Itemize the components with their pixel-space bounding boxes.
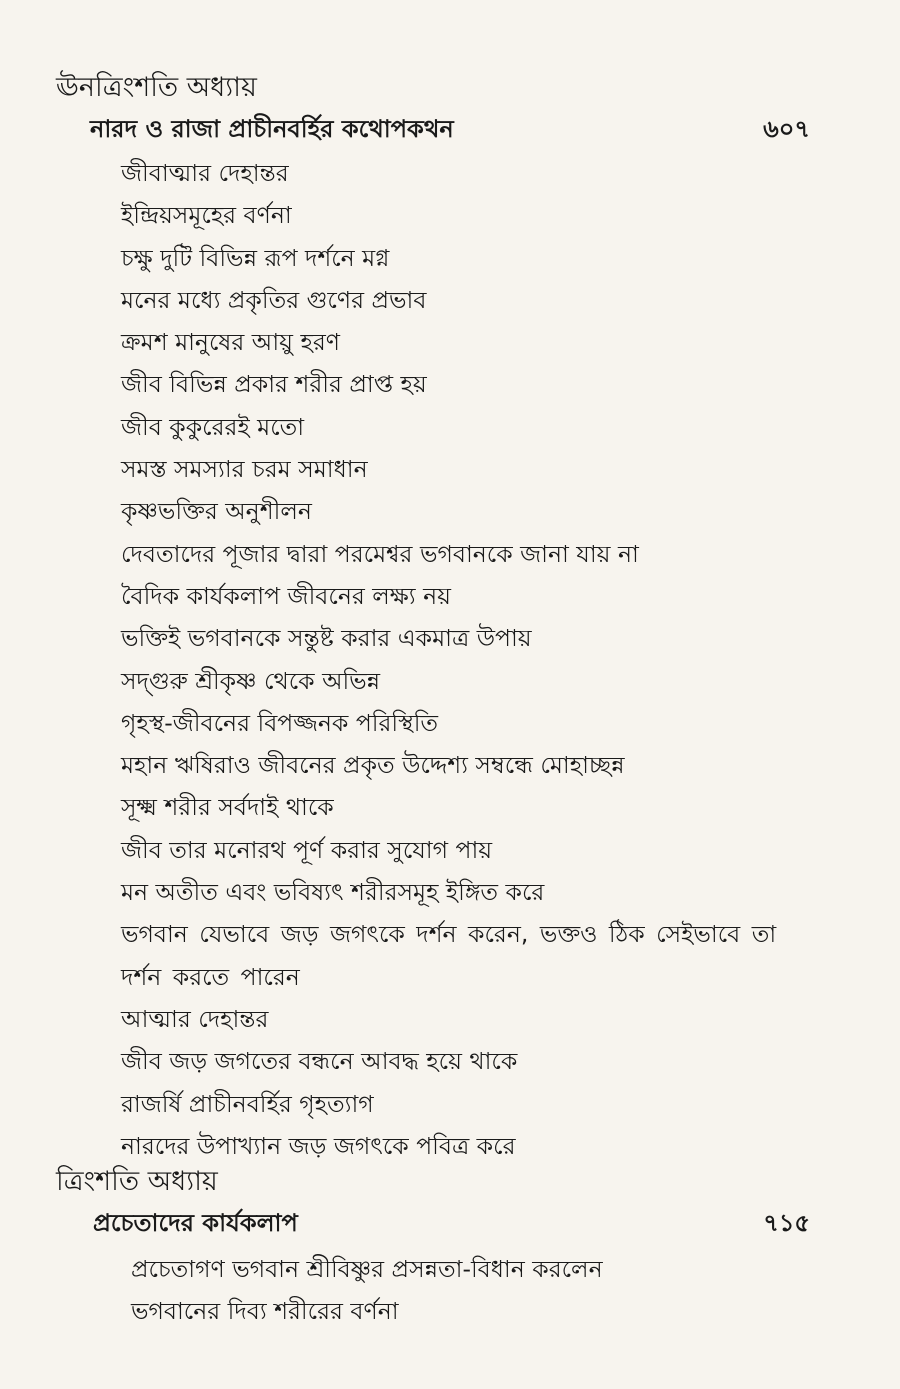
topic-list bbox=[121, 152, 811, 1167]
topic-item: কৃষ্ণভক্তির অনুশীলন bbox=[121, 497, 312, 526]
topic-item: চক্ষু দুটি বিভিন্ন রূপ দর্শনে মগ্ন bbox=[121, 243, 390, 272]
topic-item: সূক্ষ্ম শরীর সর্বদাই থাকে bbox=[121, 793, 334, 822]
chapter-heading: ত্রিংশতি অধ্যায় bbox=[56, 1166, 218, 1197]
topic-item: মহান ঋষিরাও জীবনের প্রকৃত উদ্দেশ্য সম্বন্ধে মোহাচ্ছন্ন bbox=[121, 751, 625, 780]
topic-item: দেবতাদের পূজার দ্বারা পরমেশ্বর ভগবানকে জানা যায় না bbox=[121, 539, 639, 568]
topic-item: প্রচেতাগণ ভগবান শ্রীবিষ্ণুর প্রসন্নতা-বিধান করলেন bbox=[131, 1255, 603, 1283]
topic-item: ক্রমশ মানুষের আয়ু হরণ bbox=[121, 328, 340, 357]
topic-item: সমস্ত সমস্যার চরম সমাধান bbox=[121, 455, 368, 484]
section-row bbox=[93, 1205, 810, 1241]
topic-item: ভক্তিই ভগবানকে সন্তুষ্ট করার একমাত্র উপায় bbox=[121, 624, 532, 653]
topic-item: মন অতীত এবং ভবিষ্যৎ শরীরসমূহ ইঙ্গিত করে bbox=[121, 878, 545, 907]
topic-item: মনের মধ্যে প্রকৃতির গুণের প্রভাব bbox=[121, 285, 427, 314]
topic-item: আত্মার দেহান্তর bbox=[121, 1004, 269, 1033]
topic-item: ইন্দ্রিয়সমূহের বর্ণনা bbox=[121, 201, 292, 230]
topic-item: রাজর্ষি প্রাচীনবর্হির গৃহত্যাগ bbox=[121, 1089, 374, 1118]
topic-item: গৃহস্থ-জীবনের বিপজ্জনক পরিস্থিতি bbox=[121, 708, 439, 737]
topic-item: জীব তার মনোরথ পূর্ণ করার সুযোগ পায় bbox=[121, 835, 493, 864]
topic-list bbox=[131, 1248, 811, 1332]
topic-item: নারদের উপাখ্যান জড় জগৎকে পবিত্র করে bbox=[121, 1131, 516, 1160]
topic-item: জীবাত্মার দেহান্তর bbox=[121, 159, 289, 187]
chapter-heading: ঊনত্রিংশতি অধ্যায় bbox=[56, 72, 257, 103]
topic-item: সদ্‌গুরু শ্রীকৃষ্ণ থেকে অভিন্ন bbox=[121, 666, 381, 695]
topic-item: ভগবান যেভাবে জড় জগৎকে দর্শন করেন, ভক্তও ঠিক সেইভাবে তা দর্শন করতে পারেন bbox=[121, 920, 777, 991]
section-title: নারদ ও রাজা প্রাচীনবর্হির কথোপকথন bbox=[90, 115, 454, 143]
topic-item: ভগবানের দিব্য শরীরের বর্ণনা bbox=[131, 1297, 399, 1325]
topic-item: জীব জড় জগতের বন্ধনে আবদ্ধ হয়ে থাকে bbox=[121, 1047, 518, 1076]
section-row bbox=[90, 111, 810, 147]
page-number: ৭১৫ bbox=[763, 1209, 810, 1237]
topic-item: বৈদিক কার্যকলাপ জীবনের লক্ষ্য নয় bbox=[121, 581, 451, 610]
topic-item: জীব কুকুরেরই মতো bbox=[121, 412, 305, 441]
section-title: প্রচেতাদের কার্যকলাপ bbox=[93, 1209, 298, 1237]
page-number: ৬০৭ bbox=[763, 115, 810, 143]
topic-item: জীব বিভিন্ন প্রকার শরীর প্রাপ্ত হয় bbox=[121, 370, 427, 399]
